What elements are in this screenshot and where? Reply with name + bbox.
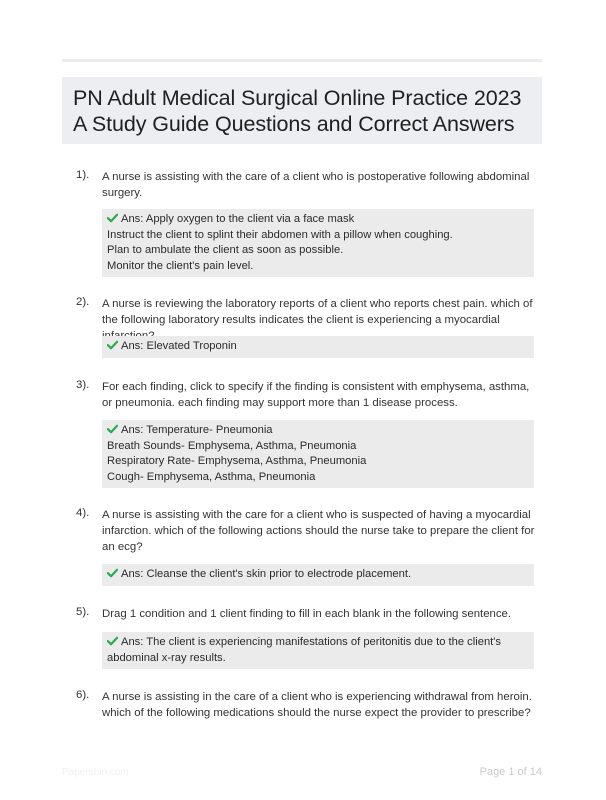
- answer-box: [102, 564, 534, 586]
- check-icon: [107, 213, 118, 223]
- question-number: 1).: [76, 169, 90, 181]
- question-text: A nurse is assisting with the care for a client who is suspected of having a myocardial infarction. which of the following actions should the nurse take to prepare the client for an ecg?: [102, 509, 535, 553]
- answer-line: Instruct the client to splint their abdomen with a pillow when coughing.: [107, 228, 453, 241]
- answer-line: Ans: Elevated Troponin: [121, 340, 237, 352]
- question-text: A nurse is reviewing the laboratory reports of a client who reports chest pain. which of the following laboratory results indicates the client is experiencing a myocardial: [102, 298, 533, 326]
- question-text: For each finding, click to specify if the finding is consistent with emphysema, asthma, or pneumonia. each finding may support more than 1 disease process.: [102, 381, 530, 409]
- watermark: Papersbin.com: [62, 767, 129, 778]
- document-title: [62, 77, 542, 144]
- check-icon: [107, 340, 118, 350]
- answer-line: abdominal x-ray results.: [107, 651, 226, 664]
- question-number: 6).: [76, 689, 90, 701]
- question-text: A nurse is assisting in the care of a client who is experiencing withdrawal from heroin. which of the following medications should the nurse expect the provider to prescribe?: [102, 691, 532, 719]
- question-number: 4).: [76, 507, 90, 519]
- answer-line: Breath Sounds- Emphysema, Asthma, Pneumonia: [107, 439, 357, 452]
- answer-line: Cough- Emphysema, Asthma, Pneumonia: [107, 470, 316, 483]
- top-divider: [62, 59, 542, 62]
- answer-line: Ans: The client is experiencing manifestations of peritonitis due to the client's: [121, 636, 502, 648]
- answer-line: Respiratory Rate- Emphysema, Asthma, Pneumonia: [107, 455, 367, 467]
- check-icon: [107, 636, 118, 646]
- answer-line: Ans: Cleanse the client's skin prior to electrode placement.: [121, 568, 412, 580]
- page-number: Page 1 of 14: [479, 766, 542, 778]
- answer-box: [102, 209, 534, 277]
- answer-box: [102, 632, 534, 669]
- answer-line: Ans: Apply oxygen to the client via a face mask: [121, 213, 355, 225]
- check-icon: [107, 568, 118, 578]
- check-icon: [107, 424, 118, 434]
- question-text: A nurse is assisting with the care of a client who is postoperative following abdominal surgery.: [102, 171, 530, 199]
- answer-line: Monitor the client's pain level.: [107, 259, 254, 272]
- title-line-2: A Study Guide Questions and Correct Answers: [73, 112, 515, 136]
- answer-box: [102, 336, 534, 358]
- answer-line: Ans: Temperature- Pneumonia: [121, 424, 273, 436]
- question-number: 3).: [76, 379, 90, 391]
- title-line-1: PN Adult Medical Surgical Online Practice 2023: [73, 86, 522, 110]
- question-number: 5).: [76, 606, 90, 618]
- question-number: 2).: [76, 296, 90, 308]
- answer-box: [102, 420, 534, 488]
- question-text: Drag 1 condition and 1 client finding to fill in each blank in the following sentence.: [102, 608, 512, 620]
- answer-line: Plan to ambulate the client as soon as possible.: [107, 244, 344, 256]
